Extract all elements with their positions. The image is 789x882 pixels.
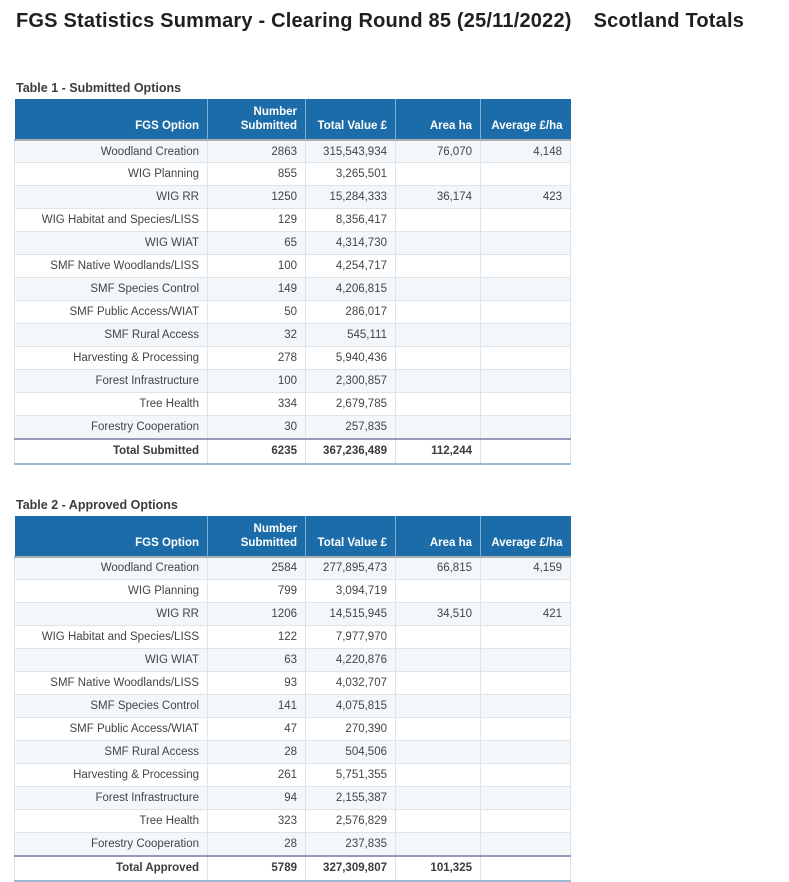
cell-area-ha [396, 232, 481, 255]
cell-fgs-option: SMF Native Woodlands/LISS [15, 672, 208, 695]
cell-total-value: 3,094,719 [306, 580, 396, 603]
cell-area-ha [396, 209, 481, 232]
cell-number-submitted: 141 [208, 695, 306, 718]
cell-fgs-option: SMF Public Access/WIAT [15, 718, 208, 741]
cell-average [481, 163, 571, 186]
cell-average [481, 741, 571, 764]
table-row [15, 787, 571, 810]
cell-average [481, 347, 571, 370]
col-header-average: Average £/ha [481, 99, 571, 140]
table-row [15, 695, 571, 718]
cell-average [481, 649, 571, 672]
cell-fgs-option: Harvesting & Processing [15, 347, 208, 370]
cell-fgs-option: SMF Species Control [15, 278, 208, 301]
cell-average [481, 255, 571, 278]
table-row [15, 626, 571, 649]
cell-area-ha [396, 695, 481, 718]
cell-total-value: 2,576,829 [306, 810, 396, 833]
cell-fgs-option: Harvesting & Processing [15, 764, 208, 787]
cell-fgs-option: Forestry Cooperation [15, 833, 208, 856]
cell-area-ha: 76,070 [396, 140, 481, 163]
cell-fgs-option: Forestry Cooperation [15, 416, 208, 439]
cell-fgs-option: Forest Infrastructure [15, 787, 208, 810]
col-header-total-value: Total Value £ [306, 516, 396, 557]
cell-fgs-option: Forest Infrastructure [15, 370, 208, 393]
cell-total-value: 286,017 [306, 301, 396, 324]
table-row [15, 416, 571, 439]
cell-area-ha [396, 649, 481, 672]
cell-number-submitted: 129 [208, 209, 306, 232]
cell-total-value: 4,206,815 [306, 278, 396, 301]
table-row [15, 324, 571, 347]
cell-fgs-option: WIG RR [15, 603, 208, 626]
cell-total-value: 4,220,876 [306, 649, 396, 672]
table-row [15, 764, 571, 787]
total-area: 101,325 [396, 856, 481, 881]
cell-area-ha [396, 787, 481, 810]
cell-average: 4,148 [481, 140, 571, 163]
cell-average [481, 833, 571, 856]
cell-number-submitted: 94 [208, 787, 306, 810]
cell-number-submitted: 1206 [208, 603, 306, 626]
cell-area-ha [396, 324, 481, 347]
cell-total-value: 545,111 [306, 324, 396, 347]
cell-total-value: 2,679,785 [306, 393, 396, 416]
cell-total-value: 504,506 [306, 741, 396, 764]
cell-number-submitted: 1250 [208, 186, 306, 209]
cell-total-value: 257,835 [306, 416, 396, 439]
cell-total-value: 4,032,707 [306, 672, 396, 695]
cell-number-submitted: 149 [208, 278, 306, 301]
cell-average: 4,159 [481, 557, 571, 580]
cell-area-ha [396, 764, 481, 787]
cell-fgs-option: WIG Habitat and Species/LISS [15, 209, 208, 232]
cell-area-ha [396, 626, 481, 649]
cell-area-ha [396, 718, 481, 741]
total-average [481, 856, 571, 881]
cell-number-submitted: 47 [208, 718, 306, 741]
table-row [15, 833, 571, 856]
cell-area-ha [396, 255, 481, 278]
table-row [15, 580, 571, 603]
cell-fgs-option: SMF Rural Access [15, 741, 208, 764]
cell-number-submitted: 2863 [208, 140, 306, 163]
cell-number-submitted: 261 [208, 764, 306, 787]
cell-area-ha [396, 278, 481, 301]
table-row [15, 301, 571, 324]
cell-area-ha [396, 672, 481, 695]
cell-average: 423 [481, 186, 571, 209]
col-header-total-value: Total Value £ [306, 99, 396, 140]
table-row [15, 140, 571, 163]
cell-total-value: 2,155,387 [306, 787, 396, 810]
table-row [15, 672, 571, 695]
cell-area-ha [396, 370, 481, 393]
cell-average [481, 209, 571, 232]
cell-average [481, 232, 571, 255]
cell-number-submitted: 122 [208, 626, 306, 649]
cell-average [481, 416, 571, 439]
cell-average: 421 [481, 603, 571, 626]
cell-fgs-option: SMF Rural Access [15, 324, 208, 347]
page-title [16, 10, 775, 33]
table1-caption: Table 1 - Submitted Options [16, 81, 182, 95]
cell-total-value: 315,543,934 [306, 140, 396, 163]
cell-total-value: 4,075,815 [306, 695, 396, 718]
cell-average [481, 278, 571, 301]
col-header-fgs-option: FGS Option [15, 99, 208, 140]
cell-fgs-option: Woodland Creation [15, 140, 208, 163]
cell-total-value: 15,284,333 [306, 186, 396, 209]
cell-average [481, 695, 571, 718]
cell-average [481, 393, 571, 416]
cell-number-submitted: 28 [208, 741, 306, 764]
total-row [15, 856, 571, 881]
cell-average [481, 672, 571, 695]
total-row [15, 439, 571, 464]
col-header-fgs-option: FGS Option [15, 516, 208, 557]
cell-average [481, 810, 571, 833]
page-title-main: FGS Statistics Summary - Clearing Round 85 (25/11/2022) [16, 10, 572, 32]
cell-fgs-option: WIG Planning [15, 580, 208, 603]
col-header-average: Average £/ha [481, 516, 571, 557]
cell-fgs-option: Woodland Creation [15, 557, 208, 580]
table-row [15, 255, 571, 278]
total-number: 5789 [208, 856, 306, 881]
cell-number-submitted: 278 [208, 347, 306, 370]
cell-average [481, 718, 571, 741]
total-average [481, 439, 571, 464]
table-row [15, 347, 571, 370]
table-row [15, 370, 571, 393]
cell-average [481, 324, 571, 347]
cell-average [481, 787, 571, 810]
cell-number-submitted: 65 [208, 232, 306, 255]
cell-total-value: 5,751,355 [306, 764, 396, 787]
cell-fgs-option: SMF Native Woodlands/LISS [15, 255, 208, 278]
cell-fgs-option: WIG WIAT [15, 649, 208, 672]
cell-total-value: 237,835 [306, 833, 396, 856]
cell-total-value: 4,314,730 [306, 232, 396, 255]
cell-number-submitted: 100 [208, 255, 306, 278]
table-row [15, 557, 571, 580]
cell-total-value: 7,977,970 [306, 626, 396, 649]
cell-total-value: 4,254,717 [306, 255, 396, 278]
table-row [15, 232, 571, 255]
col-header-area-ha: Area ha [396, 516, 481, 557]
cell-area-ha [396, 416, 481, 439]
col-header-number-submitted: Number Submitted [208, 516, 306, 557]
cell-area-ha: 66,815 [396, 557, 481, 580]
total-value: 327,309,807 [306, 856, 396, 881]
cell-area-ha: 36,174 [396, 186, 481, 209]
cell-fgs-option: SMF Public Access/WIAT [15, 301, 208, 324]
cell-average [481, 764, 571, 787]
cell-fgs-option: WIG RR [15, 186, 208, 209]
cell-total-value: 14,515,945 [306, 603, 396, 626]
table-row [15, 186, 571, 209]
cell-average [481, 370, 571, 393]
cell-average [481, 580, 571, 603]
cell-area-ha: 34,510 [396, 603, 481, 626]
cell-number-submitted: 799 [208, 580, 306, 603]
cell-number-submitted: 93 [208, 672, 306, 695]
table-row [15, 278, 571, 301]
cell-number-submitted: 100 [208, 370, 306, 393]
col-header-number-submitted: Number Submitted [208, 99, 306, 140]
total-label: Total Submitted [15, 439, 208, 464]
col-header-area-ha: Area ha [396, 99, 481, 140]
table-row [15, 718, 571, 741]
cell-number-submitted: 63 [208, 649, 306, 672]
cell-area-ha [396, 301, 481, 324]
cell-area-ha [396, 741, 481, 764]
cell-total-value: 277,895,473 [306, 557, 396, 580]
table-header-row [15, 99, 571, 140]
cell-area-ha [396, 393, 481, 416]
cell-total-value: 5,940,436 [306, 347, 396, 370]
cell-number-submitted: 855 [208, 163, 306, 186]
cell-total-value: 270,390 [306, 718, 396, 741]
approved-options-table [14, 516, 571, 882]
cell-fgs-option: Tree Health [15, 810, 208, 833]
cell-number-submitted: 334 [208, 393, 306, 416]
cell-area-ha [396, 580, 481, 603]
submitted-options-table [14, 99, 571, 465]
cell-number-submitted: 50 [208, 301, 306, 324]
table-row [15, 209, 571, 232]
cell-fgs-option: WIG Planning [15, 163, 208, 186]
table-row [15, 810, 571, 833]
cell-area-ha [396, 163, 481, 186]
table-row [15, 163, 571, 186]
cell-fgs-option: WIG Habitat and Species/LISS [15, 626, 208, 649]
cell-fgs-option: Tree Health [15, 393, 208, 416]
cell-total-value: 8,356,417 [306, 209, 396, 232]
total-number: 6235 [208, 439, 306, 464]
cell-number-submitted: 32 [208, 324, 306, 347]
table-row [15, 741, 571, 764]
cell-average [481, 301, 571, 324]
cell-number-submitted: 30 [208, 416, 306, 439]
table-header-row [15, 516, 571, 557]
cell-number-submitted: 323 [208, 810, 306, 833]
cell-number-submitted: 28 [208, 833, 306, 856]
table-row [15, 393, 571, 416]
total-area: 112,244 [396, 439, 481, 464]
total-label: Total Approved [15, 856, 208, 881]
cell-average [481, 626, 571, 649]
cell-total-value: 3,265,501 [306, 163, 396, 186]
cell-fgs-option: SMF Species Control [15, 695, 208, 718]
cell-total-value: 2,300,857 [306, 370, 396, 393]
table-row [15, 603, 571, 626]
cell-area-ha [396, 833, 481, 856]
cell-number-submitted: 2584 [208, 557, 306, 580]
cell-fgs-option: WIG WIAT [15, 232, 208, 255]
cell-area-ha [396, 347, 481, 370]
table-row [15, 649, 571, 672]
page-title-region: Scotland Totals [593, 10, 745, 32]
total-value: 367,236,489 [306, 439, 396, 464]
cell-area-ha [396, 810, 481, 833]
table2-caption: Table 2 - Approved Options [16, 497, 178, 512]
